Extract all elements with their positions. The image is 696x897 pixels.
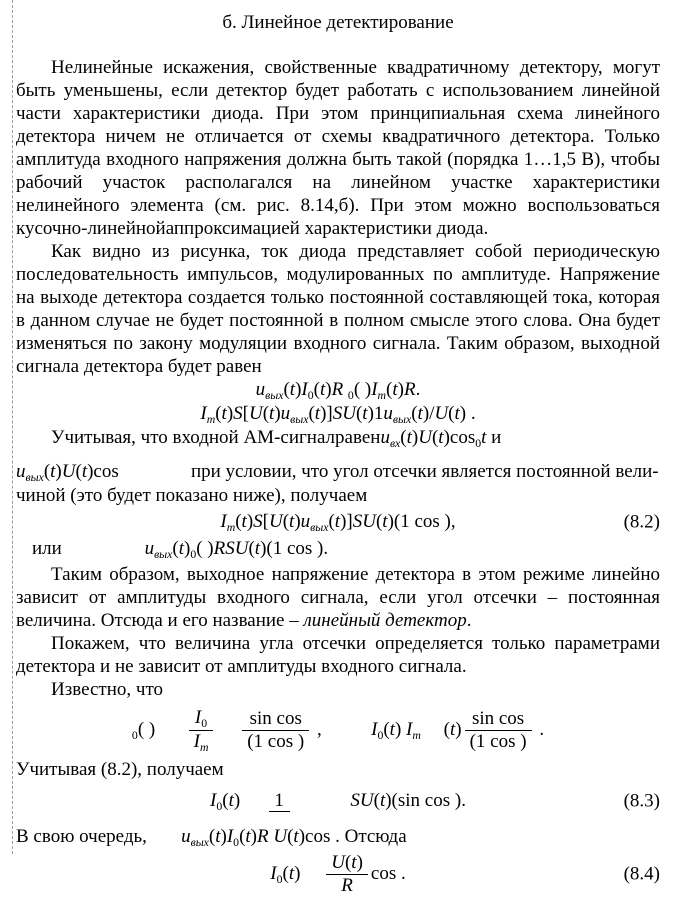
paragraph-am-signal: Учитывая, что входной АМ-сигналравенuвх(t)U(t)cos0t и	[16, 427, 660, 451]
paragraph-nonlinear-distortions: Нелинейные искажения, свойственные квадратичному детектору, могут быть уменьшены, если детектор будет работать с использованием линейной части характеристики диода. При этом принципиальная схема линейного детектора ничем не отличается от схемы квадратичного детектора. Только амплитуда входного напряжения должна быть такой (порядка 1…1,5 В), чтобы рабочий участок располагался на линейном участке характеристики нелинейного элемента (см. рис. 8.14,б). При этом можно воспользоваться кусочно-линейнойаппроксимацией характеристики диода.	[16, 57, 660, 241]
paragraph-cutoff-angle: Покажем, что величина угла отсечки определяется только параметрами детектора и не зависит от амплитуды входного сигнала.	[16, 633, 660, 679]
equation-8-2-number: (8.2)	[624, 511, 660, 534]
section-title: б. Линейное детектирование	[16, 12, 660, 35]
or-formula: uвых(t)0( )RSU(t)(1 cos ).	[145, 538, 329, 559]
equation-8-4-body: I0(t) $\frac{U(t)}{R}$ cos .	[270, 863, 405, 884]
equation-8-3-body: I0(t) 1 SU(t)(sin cos ).	[210, 790, 466, 811]
or-line	[16, 538, 660, 562]
paragraph-linear-detector: Таким образом, выходное напряжение детектора в этом режиме линейно зависит от амплитуды входного сигнала, если угол отсечки – постоянная величина. Отсюда и его название – линейный детектор.	[16, 564, 660, 633]
paragraph-considering-82: Учитывая (8.2), получаем	[16, 759, 660, 782]
formula-uout-i0: uвых(t)I0(t)R 0( )Im(t)R.	[16, 379, 660, 403]
equation-8-3-number: (8.3)	[624, 791, 660, 814]
paragraph-cutoff-condition: uвых(t)U(t)cos при условии, что угол отсечки является постоянной вели- чиной (это будет показано ниже), получаем	[16, 461, 660, 508]
paragraph-diode-current: Как видно из рисунка, ток диода представляет собой периодическую последовательность импульсов, модулированных по амплитуде. Напряжение на выходе детектора создается только постоянной составляющей тока, которая в данном случае не будет постоянной в полном смысле этого слова. Она будет изменяться по закону модуляции входного сигнала. Таким образом, выходной сигнала детектора будет равен	[16, 241, 660, 379]
equation-8-2	[16, 511, 660, 535]
formula-gamma-fractions: 0( ) $\frac{I0}{Im}$ $\frac{\text{sin cos}}{(1 \cos )}$ , I0(t) Im (t) $\frac{\text{sin cos}}{(1 \cos )}$ .	[16, 707, 660, 755]
paragraph-in-turn: В свою очередь, uвых(t)I0(t)R U(t)cos . Отсюда	[16, 826, 660, 850]
equation-8-4	[16, 852, 660, 897]
equation-8-3	[16, 790, 660, 814]
equation-8-2-body: Im(t)S[U(t)uвых(t)]SU(t)(1 cos ),	[220, 511, 455, 532]
or-label: или	[32, 538, 62, 559]
equation-8-4-number: (8.4)	[624, 863, 660, 886]
paragraph-known-that: Известно, что	[16, 679, 660, 702]
formula-im-s: Im(t)S[U(t)uвых(t)]SU(t)1uвых(t)/U(t) .	[16, 403, 660, 427]
